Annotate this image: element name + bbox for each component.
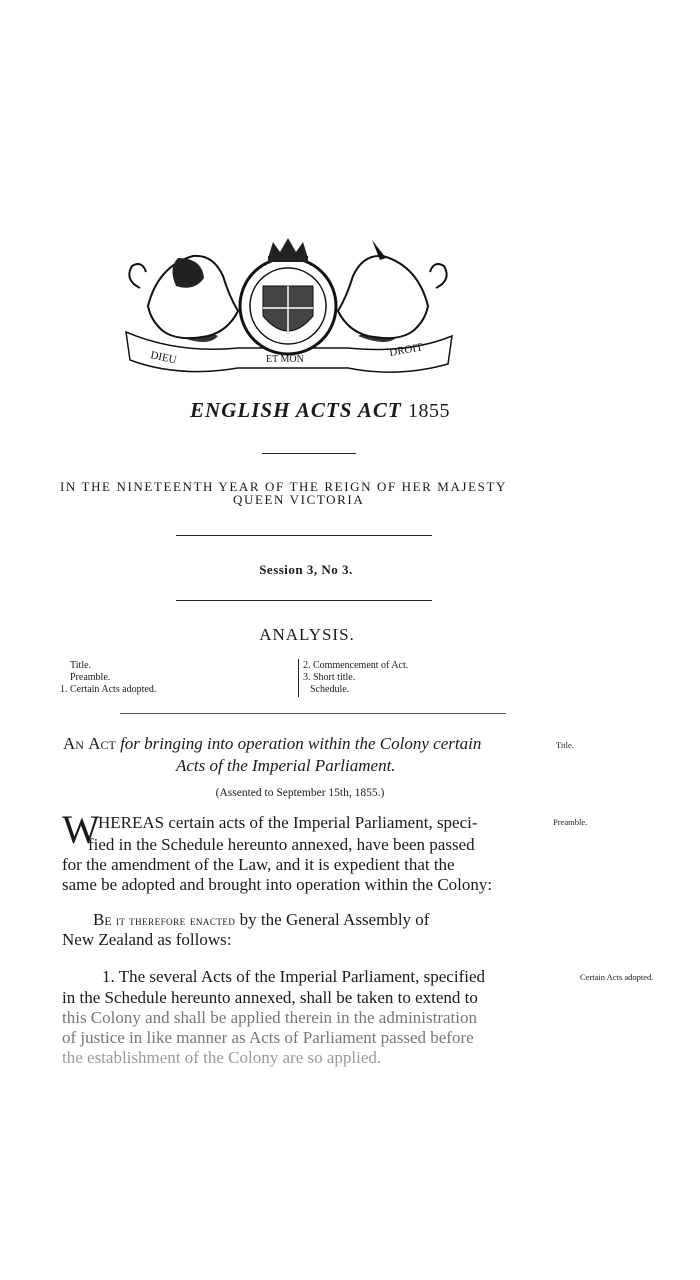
section-1-line-4: of justice in like manner as Acts of Parliament passed before [62,1028,474,1047]
svg-text:ET MON: ET MON [266,354,304,365]
act-title-name: ENGLISH ACTS ACT [190,398,402,422]
enacting-rest: by the General Assembly of [239,910,430,929]
analysis-item: 2. Commencement of Act. [303,660,409,671]
section-1-line-1: 1. The several Acts of the Imperial Parliament, specified [102,967,485,986]
long-title-text: for bringing into operation within the Colony certain [120,734,482,753]
section-1-line-3: this Colony and shall be applied therein in the administration [62,1008,478,1027]
preamble-line-3: for the amendment of the Law, and it is expedient that the [62,855,455,874]
reign-line-1: IN THE NINETEENTH YEAR OF THE REIGN OF HER MAJESTY [60,479,507,494]
analysis-item: Preamble. [70,672,111,683]
reign-divider [176,535,432,536]
session-divider [176,600,432,601]
enacting-line-1 [93,910,429,931]
act-title [0,398,640,423]
preamble-line-1: HEREAS certain acts of the Imperial Parliament, speci- [98,813,478,832]
session-number: Session 3, No 3. [259,562,353,577]
enacting-it-therefore: it therefore [115,913,186,928]
assent-date: (Assented to September 15th, 1855.) [215,787,385,799]
preamble-line-2: fied in the Schedule hereunto annexed, have been passed [88,835,475,854]
analysis-heading: ANALYSIS. [259,625,355,644]
enacting-be: Be [93,910,112,929]
reign-line-2: QUEEN VICTORIA [233,492,365,507]
analysis-item: Title. [70,660,92,671]
enacting-line-2: New Zealand as follows: [62,930,232,949]
margin-note-title: Title. [556,740,574,750]
svg-text:DROIT: DROIT [388,341,424,359]
preamble-drop-cap: W [62,807,100,852]
analysis-right-column [303,660,408,696]
royal-coat-of-arms [118,236,458,376]
title-divider [262,453,356,454]
long-title-line-1 [63,734,481,754]
long-title-act: Act [88,734,116,753]
analysis-left-column [60,660,157,696]
analysis-item: Schedule. [310,684,350,695]
long-title-line-2: Acts of the Imperial Parliament. [176,756,396,775]
margin-note-section-1: Certain Acts adopted. [580,972,654,982]
margin-note-preamble: Preamble. [553,817,588,827]
enacting-enacted: enacted [189,913,236,928]
long-title-an: An [63,734,84,753]
analysis-column-bar [298,659,299,697]
svg-text:DIEU: DIEU [149,349,178,367]
analysis-item: 1. Certain Acts adopted. [60,684,157,695]
preamble-line-4: same be adopted and brought into operation within the Colony: [62,875,493,894]
analysis-item: 3. Short title. [303,672,356,683]
act-title-year: 1855 [407,400,450,422]
analysis-divider [120,713,506,714]
section-1-line-2: in the Schedule hereunto annexed, shall be taken to extend to [62,988,478,1007]
section-1-line-5: the establishment of the Colony are so applied. [62,1048,382,1067]
